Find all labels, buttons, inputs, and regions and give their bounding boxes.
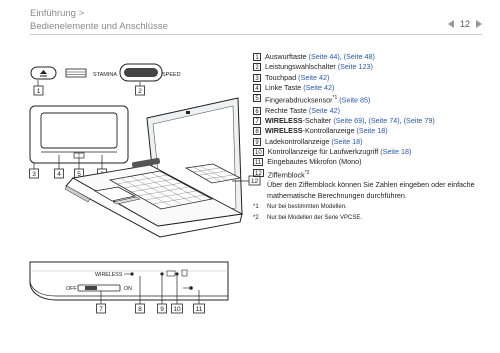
legend-text [265, 137, 363, 147]
legend-number: 10 [255, 150, 262, 157]
legend-text-part: , [339, 52, 344, 61]
legend-keyword: WIRELESS [265, 126, 303, 136]
page-link[interactable]: (Seite 74) [368, 116, 400, 126]
legend-number: 2 [253, 63, 261, 71]
legend-number: 7 [253, 117, 261, 125]
callout-9 [158, 304, 167, 313]
legend-text [267, 157, 361, 167]
callout-4 [55, 169, 64, 178]
legend-text-part: , [364, 116, 369, 126]
performance-switch-illustration [120, 64, 162, 81]
svg-text:2: 2 [138, 88, 142, 95]
legend-number: 8 [253, 127, 261, 135]
page-link[interactable]: (Seite 18) [331, 136, 363, 146]
legend-number: 6 [253, 107, 261, 115]
page-link[interactable]: (Seite 123) [337, 62, 373, 72]
legend-item [253, 116, 488, 126]
on-label: ON [124, 286, 132, 292]
page-link[interactable]: (Seite 42) [303, 82, 335, 92]
svg-text:3: 3 [32, 171, 36, 178]
legend-number: 5 [253, 94, 261, 102]
footnote-marker: *1 [332, 95, 338, 102]
svg-text:8: 8 [138, 306, 142, 313]
eject-button-illustration [31, 67, 56, 79]
callout-10 [172, 304, 183, 313]
side-view-illustration [30, 262, 228, 300]
legend-text-part: Ziffernblock [267, 170, 305, 180]
legend-number: 4 [253, 84, 261, 92]
callout-8 [136, 304, 145, 313]
legend-text [265, 93, 370, 106]
svg-text:5: 5 [77, 171, 81, 178]
legend-text [265, 126, 388, 136]
legend-text [265, 62, 373, 72]
legend-number: 1 [253, 53, 261, 61]
legend-number: 9 [253, 138, 261, 146]
keypad-note: Über den Ziffernblock können Sie Zahlen eingeben oder einfache mathematische Berechnungen durchführen. [267, 180, 475, 200]
legend-text [265, 106, 340, 116]
footnote-marker: *2 [304, 169, 310, 176]
legend-number: 3 [253, 74, 261, 82]
callout-11 [194, 304, 205, 313]
stamina-icon [66, 69, 86, 77]
footnote [253, 214, 488, 223]
legend-text [268, 168, 310, 181]
footnote-mark: *2 [253, 214, 259, 221]
touchpad-illustration [30, 106, 128, 163]
page-link[interactable]: (Seite 79) [403, 116, 435, 126]
legend-item [253, 157, 488, 167]
legend-text-part: Auswurftaste [265, 52, 309, 61]
legend-text [268, 147, 412, 157]
wireless-label: WIRELESS [95, 272, 123, 278]
legend-text-part: -Schalter [302, 116, 334, 126]
legend-list [250, 52, 488, 223]
svg-text:1: 1 [36, 88, 41, 95]
legend-item [253, 52, 488, 62]
breadcrumb-section[interactable]: Einführung > [30, 8, 85, 19]
svg-text:9: 9 [160, 306, 164, 313]
callout-7 [97, 304, 106, 313]
page-number: 12 [459, 19, 470, 29]
svg-text:11: 11 [195, 306, 203, 313]
page-link[interactable]: (Seite 18) [380, 147, 412, 157]
legend-item [253, 147, 488, 157]
legend-text-part: Rechte Taste [265, 105, 309, 115]
speed-label: SPEED [162, 72, 181, 78]
svg-text:12: 12 [250, 178, 259, 185]
svg-text:10: 10 [173, 306, 181, 313]
legend-text-part: Kontrollanzeige für Laufwerkzugriff [267, 147, 381, 157]
breadcrumb-topic: Bedienelemente und Anschlüsse [30, 21, 168, 32]
legend-item [253, 83, 488, 93]
footnote-text: Nur bei bestimmten Modellen. [267, 203, 347, 210]
legend-number: 11 [255, 160, 262, 167]
legend-keyword: WIRELESS [265, 116, 303, 126]
legend-text [265, 52, 375, 62]
legend-text-part: Touchpad [265, 72, 299, 82]
legend-item [253, 126, 488, 136]
page-link[interactable]: (Seite 42) [308, 105, 340, 115]
page-link[interactable]: (Seite 85) [339, 95, 371, 105]
page-link[interactable]: (Seite 18) [356, 126, 388, 136]
legend-text-part: Leistungswahlschalter [265, 62, 338, 72]
legend-text-part: -Kontrollanzeige [302, 126, 357, 136]
footnote [253, 203, 488, 212]
legend-item [253, 106, 488, 116]
legend-text [265, 73, 329, 83]
stamina-label: STAMINA [93, 72, 118, 78]
footnote-text: Nur bei Modellen der Serie VPCSE. [267, 214, 363, 221]
footnote-mark: *1 [253, 203, 259, 210]
callout-1 [34, 86, 43, 95]
page-link[interactable]: (Seite 44) [308, 52, 340, 61]
legend-item [253, 62, 488, 72]
legend-text-part: Ladekontrollanzeige [265, 136, 332, 146]
page-link[interactable]: (Seite 69) [333, 116, 365, 126]
svg-text:4: 4 [57, 171, 61, 178]
page-link[interactable]: (Seite 42) [298, 72, 330, 82]
page-link[interactable]: (Seite 48) [343, 52, 375, 61]
off-label: OFF [66, 286, 77, 292]
legend-text [265, 116, 435, 126]
legend-text-part: Eingebautes Mikrofon (Mono) [267, 157, 362, 167]
legend-item [253, 73, 488, 83]
legend-item [253, 137, 488, 147]
legend-item [253, 93, 488, 106]
legend-text-part: , [399, 116, 404, 126]
legend-text [265, 83, 334, 93]
legend-item [253, 168, 488, 181]
callout-2 [136, 86, 145, 95]
legend-number: 12 [255, 170, 262, 177]
legend-text-part: Fingerabdrucksensor [265, 95, 333, 105]
svg-text:7: 7 [99, 306, 103, 313]
callout-3 [30, 169, 39, 178]
legend-text-part: Linke Taste [265, 82, 304, 92]
